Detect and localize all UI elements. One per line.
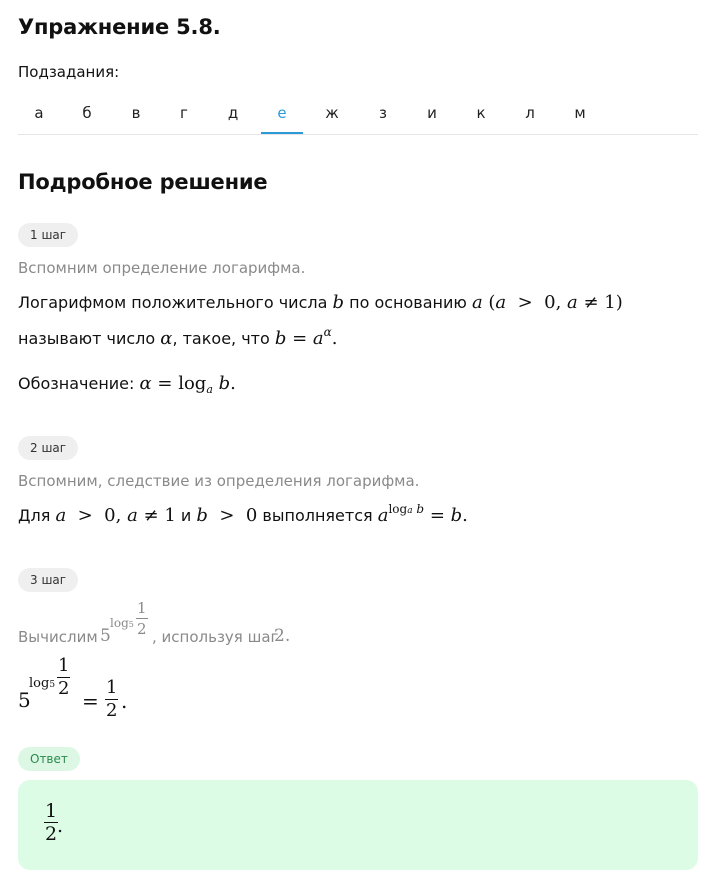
page-title: Упражнение 5.8. [18,15,221,39]
tab-l[interactable]: л [525,104,535,122]
solution-title: Подробное решение [18,170,268,194]
math-b-equals-a-alpha: $b = a^\alpha$. [274,325,338,349]
subtasks-label: Подзадания: [18,63,120,81]
math-b: b [332,292,345,313]
math-log5-gray: log5 [110,616,134,630]
tab-b[interactable]: б [82,104,92,122]
math-alpha: α [160,328,173,349]
math-5-base: 5 [18,688,31,712]
math-half-exponent: $\frac{1}{2}$ [58,655,70,699]
step-2-text-3: выполняется [262,506,373,525]
math-a-condition: a > 0, a ≠ 1 [55,505,176,526]
tab-a[interactable]: а [34,104,44,122]
tab-e[interactable]: е [261,96,303,134]
answer-badge: Ответ [18,747,80,771]
step-1-badge: 1 шаг [18,223,78,247]
step-1-definition-line-1 [18,292,623,313]
step-1-hint: Вспомним определение логарифма. [18,259,306,277]
step-1-text-4: , такое, что [172,329,270,348]
math-step-ref: 2. [274,626,291,646]
step-1-text-2: по основанию [349,293,467,312]
step-2-hint: Вспомним, следствие из определения логарифма. [18,472,420,490]
tab-z[interactable]: з [379,104,387,122]
math-5-base-gray: 5 [100,626,111,646]
answer-period: . [57,815,64,837]
tab-d[interactable]: д [227,104,239,122]
tab-v[interactable]: в [131,104,141,122]
math-half-result: $\frac{1}{2}$ [106,677,118,721]
step-1-text-1: Логарифмом положительного числа [18,293,328,312]
step-1-text-3: называют число [18,329,156,348]
step-1-definition-line-2 [18,325,338,349]
step-3-computation [18,655,218,725]
tab-m[interactable]: м [574,104,586,122]
tab-g[interactable]: г [180,104,188,122]
step-3-badge: 3 шаг [18,568,78,592]
math-half-gray: $\frac{1}{2}$ [137,599,147,638]
math-log5: log5 [29,676,56,691]
step-1-notation-label: Обозначение: [18,374,135,393]
step-1-notation-line [18,373,236,394]
math-base-condition: a (a > 0, a ≠ 1) [471,292,623,313]
math-period: . [121,689,128,713]
step-2-text-1: Для [18,506,51,525]
subtask-tabs [18,96,698,135]
math-log-identity: $a^{loga b} = b$. [377,502,468,526]
step-2-badge: 2 шаг [18,436,78,460]
step-3-hint-2: , используя шаг [152,628,279,646]
step-3-hint-1: Вычислим [18,628,98,646]
answer-value: $\frac{1}{2}$ [45,800,58,845]
tab-i[interactable]: и [427,104,437,122]
math-alpha-log: $\alpha = \log_a b$. [139,373,236,396]
answer-box [18,780,698,870]
step-2-property-line [18,502,468,526]
tab-zh[interactable]: ж [325,104,339,122]
math-b-condition: b > 0 [196,505,258,526]
tab-k[interactable]: к [476,104,486,122]
step-2-text-2: и [180,506,192,525]
math-equals: = [82,689,99,713]
